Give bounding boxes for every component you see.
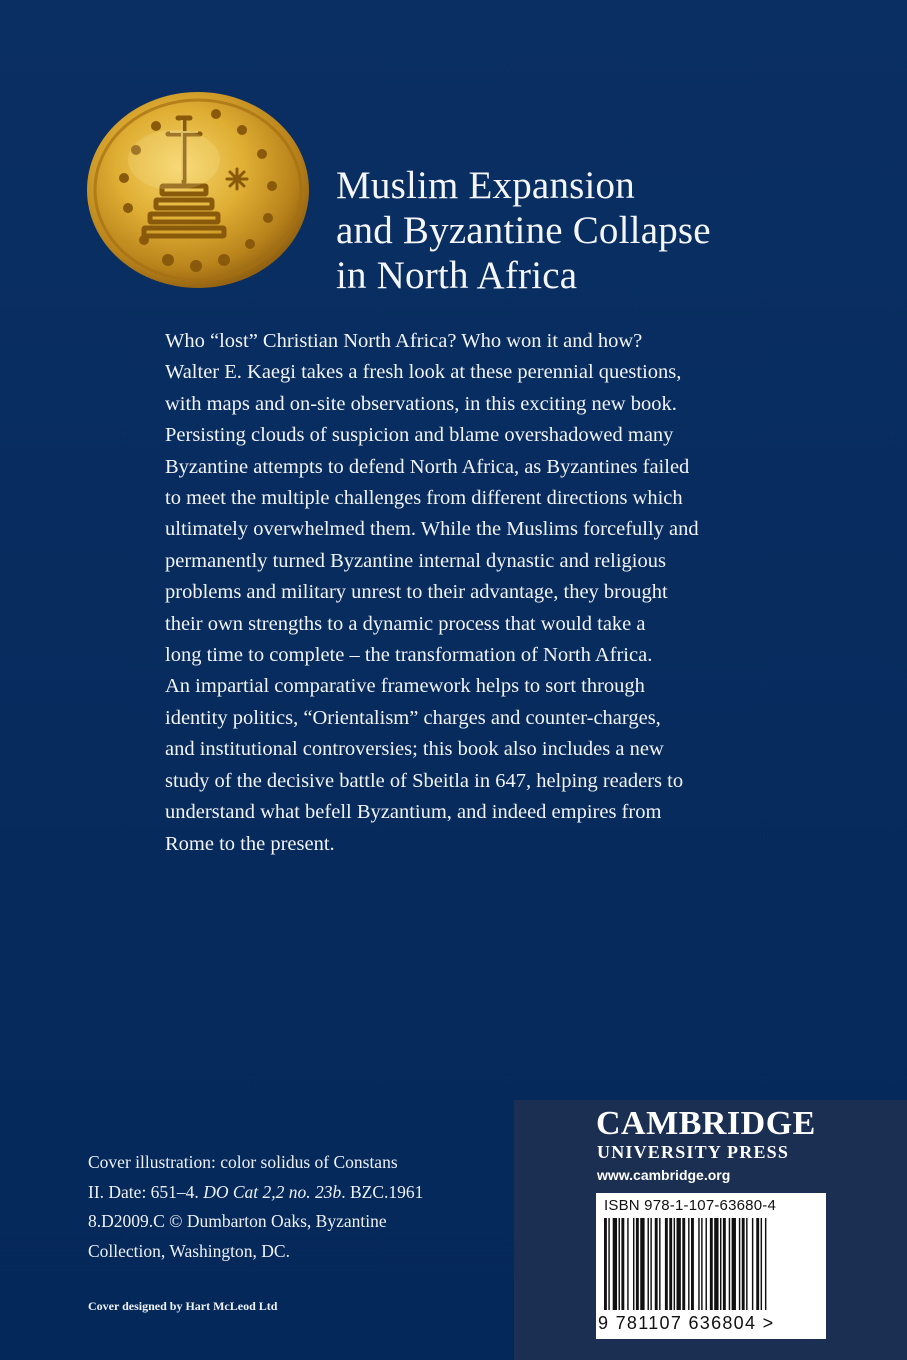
credit-line: Collection, Washington, DC. [88,1240,290,1261]
blurb-line: Walter E. Kaegi takes a fresh look at these perennial questions, [165,361,682,384]
publisher-subname: UNIVERSITY PRESS [597,1142,790,1162]
publisher-name: CAMBRIDGE [596,1105,816,1142]
barcode-bar [619,1218,620,1310]
barcode-bar [720,1218,721,1310]
book-title [336,163,876,298]
barcode-bar [650,1218,651,1310]
blurb-line: Persisting clouds of suspicion and blame overshadowed many [165,424,674,447]
barcode-bar [746,1218,747,1310]
title-line: in North Africa [336,254,578,297]
blurb-line: ultimately overwhelmed them. While the Muslims forcefully and [165,518,699,541]
blurb-line: with maps and on-site observations, in this exciting new book. [165,392,677,415]
credit-text: . BZC.1961 [341,1181,424,1202]
barcode-bar [723,1218,726,1310]
barcode-bar [710,1218,713,1310]
credit-line [88,1178,508,1208]
barcode-bar [688,1218,689,1310]
barcode-bar [604,1218,607,1310]
barcode-bar [640,1218,644,1310]
credit-line: Cover illustration: color solidus of Constans [88,1152,398,1172]
title-line: and Byzantine Collapse [336,209,711,252]
barcode-bar [732,1218,736,1310]
blurb-line: Byzantine attempts to defend North Africa, as Byzantines failed [165,455,690,478]
barcode-bar [608,1218,609,1310]
barcode-bar [677,1218,681,1310]
barcode-bar [636,1218,639,1310]
barcode-bar [698,1218,699,1310]
blurb-line: to meet the multiple challenges from different directions which [165,487,683,510]
blurb-line: problems and military unrest to their advantage, they brought [165,581,668,604]
catalog-reference: DO Cat 2,2 no. 23b [203,1181,342,1202]
title-line: Muslim Expansion [336,164,635,207]
blurb-line: understand what befell Byzantium, and indeed empires from [165,801,662,824]
publisher-website: www.cambridge.org [597,1167,731,1183]
barcode-bar [682,1218,685,1310]
barcode-bar [633,1218,634,1310]
barcode-bar [674,1218,675,1310]
blurb-line: permanently turned Byzantine internal dynastic and religious [165,549,666,572]
barcode-bar [701,1218,702,1310]
credit-line: 8.D2009.C © Dumbarton Oaks, Byzantine [88,1211,387,1231]
book-blurb [165,326,885,860]
barcode-bar [714,1218,718,1310]
barcode-bar [627,1218,628,1310]
barcode-bar [613,1218,617,1310]
barcode-bar [655,1218,658,1310]
barcode-bar [669,1218,672,1310]
barcode-bar [756,1218,759,1310]
blurb-line: and institutional controversies; this book also includes a new [165,738,664,761]
isbn-label: ISBN 978-1-107-63680-4 [604,1197,777,1214]
barcode-bar [659,1218,660,1310]
blurb-line: An impartial comparative framework helps to sort through [165,675,645,698]
blurb-line: identity politics, “Orientalism” charges and counter-charges, [165,706,661,729]
barcode-digits: 9 781107 636804 > [598,1313,775,1333]
barcode-bar [739,1218,740,1310]
barcode-bar [729,1218,730,1310]
barcode-bar [761,1218,762,1310]
gold-solidus-coin-icon [84,90,312,290]
barcode-bar [621,1218,624,1310]
blurb-line: Rome to the present. [165,832,335,855]
barcode-bar [742,1218,745,1310]
credit-text: II. Date: 651–4. [88,1181,204,1202]
barcode-bar [765,1218,766,1310]
barcode-bar [665,1218,668,1310]
barcode-bar [706,1218,707,1310]
blurb-line: study of the decisive battle of Sbeitla in 647, helping readers to [165,769,684,792]
barcode-bar [752,1218,753,1310]
cover-designer-credit: Cover designed by Hart McLeod Ltd [88,1299,278,1313]
barcode-icon [600,1218,822,1316]
blurb-line: their own strengths to a dynamic process that would take a [165,612,646,635]
barcode-bar [691,1218,694,1310]
blurb-line: Who “lost” Christian North Africa? Who won it and how? [165,330,643,352]
cover-illustration-credit [88,1148,508,1266]
blurb-line: long time to complete – the transformation of North Africa. [165,644,653,667]
barcode-bar [648,1218,649,1310]
